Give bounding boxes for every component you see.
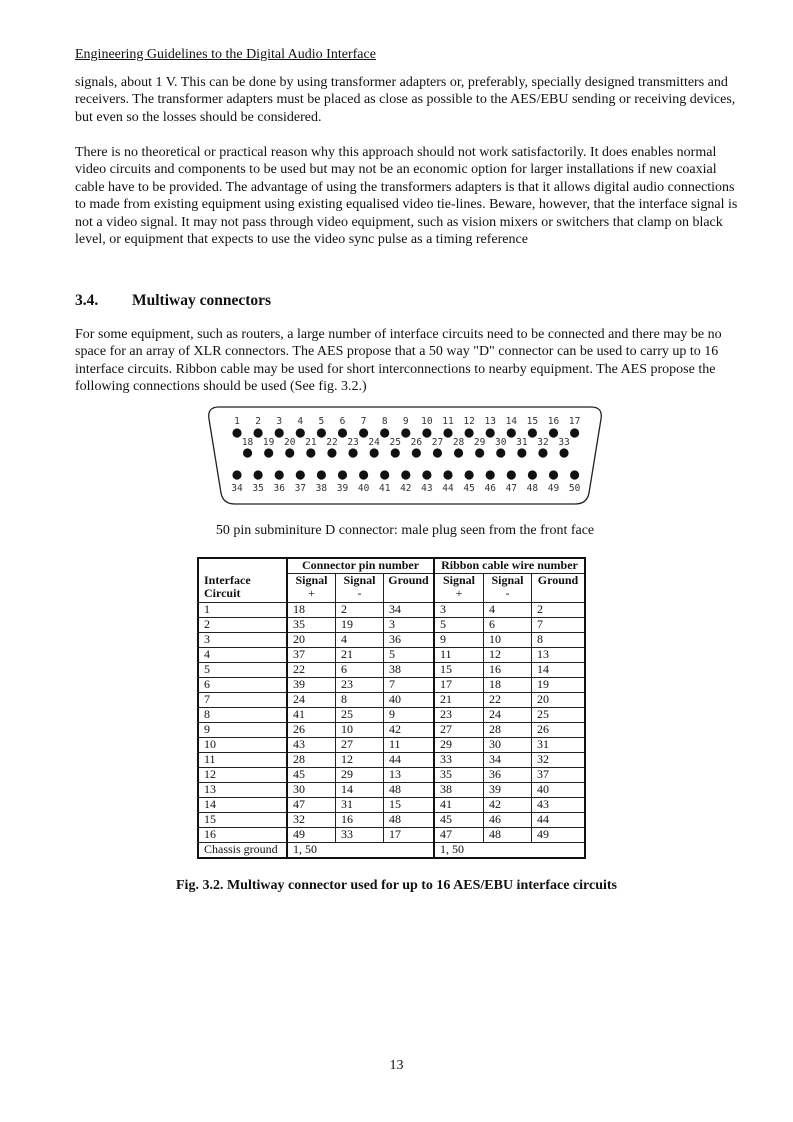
header-label: Ground [388,573,429,587]
pin-number-cell: 48 [484,827,532,842]
pin-dot [465,428,474,437]
pin-dot [401,428,410,437]
pin-number-cell: 17 [384,827,435,842]
pin-number-cell: 21 [434,692,484,707]
pin-number-cell: 3 [434,602,484,617]
pin-number-cell: 36 [384,632,435,647]
circuit-number-cell: 15 [198,812,287,827]
table-row [198,632,585,647]
pin-label: 24 [368,437,380,448]
pin-number-cell: 3 [384,617,435,632]
pin-dot [528,470,537,479]
pin-label: 16 [547,416,560,427]
pin-number-cell: 20 [287,632,336,647]
pin-dot [486,470,495,479]
pin-number-cell: 7 [532,617,586,632]
page-number: 13 [389,1058,404,1073]
pin-number-cell: 9 [434,632,484,647]
pin-label: 17 [568,416,581,427]
pin-number-cell: 38 [384,662,435,677]
table-row [198,707,585,722]
figure-caption: Fig. 3.2. Multiway connector used for up to 16 AES/EBU interface circuits [176,878,617,893]
pin-dot [412,448,421,457]
circuit-number-cell: 11 [198,752,287,767]
pin-number-cell: 17 [434,677,484,692]
pin-label: 25 [389,437,401,448]
header-label: Signal [491,573,524,587]
pin-label: 33 [558,437,570,448]
pin-number-cell: 12 [484,647,532,662]
pin-dot [296,428,305,437]
connector-caption: 50 pin subminiture D connector: male plug seen from the front face [215,523,595,538]
pin-number-cell: 2 [336,602,384,617]
pin-label: 12 [463,416,475,427]
pin-number-cell: 19 [336,617,384,632]
pin-number-cell: 39 [287,677,336,692]
pin-label: 13 [484,416,496,427]
pin-number-cell: 29 [336,767,384,782]
pin-dot [549,470,558,479]
pin-dot [370,448,379,457]
table-row [198,737,585,752]
chassis-ground-ribbon-wires: 1, 50 [434,842,585,858]
pin-dot [359,428,368,437]
pin-number-cell: 31 [532,737,586,752]
circuit-number-cell: 7 [198,692,287,707]
pin-label: 14 [505,416,518,427]
pin-number-cell: 23 [434,707,484,722]
header-ground [384,574,435,603]
pin-number-cell: 26 [287,722,336,737]
table-row [198,617,585,632]
table-row [198,752,585,767]
section-heading [75,292,271,310]
pin-dot [338,428,347,437]
pin-dot [391,448,400,457]
pin-number-cell: 49 [287,827,336,842]
header-signal-plus [434,574,484,603]
pin-dot [422,470,431,479]
pin-number-cell: 22 [287,662,336,677]
pin-number-cell: 18 [484,677,532,692]
pin-number-cell: 39 [484,782,532,797]
circuit-number-cell: 1 [198,602,287,617]
table-row [198,662,585,677]
circuit-number-cell: 4 [198,647,287,662]
pin-dot [570,470,579,479]
pin-number-cell: 12 [336,752,384,767]
pin-label: 19 [262,437,275,448]
pin-dot [232,428,241,437]
pin-number-cell: 43 [532,797,586,812]
paragraph-multiway-intro: For some equipment, such as routers, a large number of interface circuits need to be connected and there may be no space for an array of XLR connectors. The AES propose that a 50 way "D" connector can be used to carry up to 16 interface circuits. Ribbon cable may be used for short interconnections to nearby equipment. The AES propose the following connections should be used (See fig. 3.2.) [75,327,722,395]
circuit-number-cell: 2 [198,617,287,632]
pin-label: 18 [241,437,254,448]
pin-dot [285,448,294,457]
pin-assignment-table [197,557,586,859]
pin-number-cell: 30 [287,782,336,797]
pin-dot [570,428,579,437]
pin-number-cell: 37 [287,647,336,662]
pin-number-cell: 8 [336,692,384,707]
pin-dot [317,470,326,479]
pin-label: 39 [336,483,349,494]
circuit-number-cell: 6 [198,677,287,692]
pin-number-cell: 34 [484,752,532,767]
header-sign: + [455,586,463,600]
pin-label: 3 [276,416,283,427]
pin-label: 8 [381,416,388,427]
pin-number-cell: 27 [434,722,484,737]
chassis-ground-label: Chassis ground [198,842,287,858]
header-signal-minus [336,574,384,603]
section-number: 3.4. [75,292,99,309]
table-row [198,782,585,797]
pin-number-cell: 38 [434,782,484,797]
pin-number-cell: 35 [287,617,336,632]
pin-label: 28 [452,437,465,448]
pin-number-cell: 14 [336,782,384,797]
pin-number-cell: 33 [434,752,484,767]
table-row [198,767,585,782]
table-row [198,602,585,617]
pin-number-cell: 6 [336,662,384,677]
pin-number-cell: 4 [336,632,384,647]
pin-label: 36 [273,483,285,494]
table-row [198,677,585,692]
table-row [198,812,585,827]
pin-number-cell: 16 [336,812,384,827]
pin-number-cell: 47 [434,827,484,842]
pin-label: 5 [318,416,325,427]
pin-number-cell: 46 [484,812,532,827]
pin-label: 22 [326,437,338,448]
pin-label: 48 [526,483,539,494]
pin-number-cell: 23 [336,677,384,692]
pin-dot [306,448,315,457]
pin-dot [264,448,273,457]
pin-number-cell: 13 [532,647,586,662]
pin-number-cell: 47 [287,797,336,812]
pin-dot [549,428,558,437]
pin-dot [380,470,389,479]
header-interface-circuit: Interface Circuit [198,574,287,603]
pin-label: 31 [516,437,528,448]
pin-label: 41 [378,483,391,494]
pin-number-cell: 40 [384,692,435,707]
pin-number-cell: 16 [484,662,532,677]
pin-number-cell: 2 [532,602,586,617]
pin-dot [254,470,263,479]
pin-number-cell: 30 [484,737,532,752]
pin-dot [359,470,368,479]
pin-number-cell: 45 [287,767,336,782]
pin-dot [243,448,252,457]
header-label: Signal [295,573,328,587]
pin-number-cell: 22 [484,692,532,707]
header-ribbon-wire-number: Ribbon cable wire number [434,558,585,574]
circuit-number-cell: 13 [198,782,287,797]
header-blank [198,558,287,574]
pin-label: 42 [400,483,412,494]
pin-number-cell: 5 [384,647,435,662]
table-row [198,827,585,842]
chassis-ground-row [198,842,585,858]
running-head: Engineering Guidelines to the Digital Audio Interface [75,47,376,62]
pin-label: 11 [442,416,454,427]
pin-label: 34 [231,483,243,494]
circuit-number-cell: 12 [198,767,287,782]
pin-dot [507,470,516,479]
header-label: Ground [537,573,579,587]
pin-dot [317,428,326,437]
pin-dot [296,470,305,479]
pin-dot [443,470,452,479]
pin-number-cell: 18 [287,602,336,617]
pin-label: 2 [255,416,261,427]
paragraph-video-tie-lines: There is no theoretical or practical reason why this approach should not work satisfactorily. It does enables normal video circuits and components to be used but may not be an economic option for larger installations if new coaxial cable have to be provided. The advantage of using the transformers adapters is that it allows digital audio connections to made from existing equipment using existing equalised video tie-lines. Beware, however, that the interface signal is not a video signal. It may not pass through video equipment, such as vision mixers or switchers that clamp on black level, or equipment that expects to use the video sync pulse as a timing reference [75,145,738,248]
pin-dot [443,428,452,437]
pin-number-cell: 11 [384,737,435,752]
pin-label: 45 [463,483,475,494]
pin-label: 15 [526,416,539,427]
pin-number-cell: 49 [532,827,586,842]
pin-dot [475,448,484,457]
pin-number-cell: 40 [532,782,586,797]
d-connector-diagram [205,405,605,507]
circuit-number-cell: 10 [198,737,287,752]
table-row [198,647,585,662]
circuit-number-cell: 8 [198,707,287,722]
pin-dot [380,428,389,437]
pin-number-cell: 31 [336,797,384,812]
table-row [198,722,585,737]
pin-label: 23 [347,437,359,448]
pin-number-cell: 42 [484,797,532,812]
pin-number-cell: 25 [532,707,586,722]
pin-dot [422,428,431,437]
pin-number-cell: 15 [434,662,484,677]
pin-number-cell: 45 [434,812,484,827]
pin-number-cell: 24 [287,692,336,707]
header-sign: - [505,586,510,600]
pin-number-cell: 24 [484,707,532,722]
pin-dot [559,448,568,457]
pin-dot [433,448,442,457]
pin-label: 10 [421,416,433,427]
pin-dot [496,448,505,457]
pin-number-cell: 44 [532,812,586,827]
pin-number-cell: 21 [336,647,384,662]
pin-dot [348,448,357,457]
pin-number-cell: 14 [532,662,586,677]
pin-label: 49 [547,483,560,494]
pin-number-cell: 28 [484,722,532,737]
pin-number-cell: 10 [336,722,384,737]
pin-number-cell: 44 [384,752,435,767]
header-sign: + [308,586,315,600]
header-label: Signal [442,573,475,587]
circuit-number-cell: 16 [198,827,287,842]
pin-dot [254,428,263,437]
pin-dot [401,470,410,479]
pin-label: 7 [360,416,367,427]
pin-dot [454,448,463,457]
pin-number-cell: 19 [532,677,586,692]
pin-number-cell: 48 [384,782,435,797]
header-signal-minus [484,574,532,603]
pin-label: 29 [473,437,486,448]
paragraph-transformer-adapters: signals, about 1 V. This can be done by using transformer adapters or, preferably, specially designed transmitters and receivers. The transformer adapters must be placed as close as possible to the AES/EBU sending or receiving devices, but even so the losses should be considered. [75,75,736,125]
pin-number-cell: 41 [287,707,336,722]
pin-number-cell: 26 [532,722,586,737]
pin-label: 46 [484,483,496,494]
pin-number-cell: 29 [434,737,484,752]
chassis-ground-connector-pins: 1, 50 [287,842,434,858]
pin-number-cell: 20 [532,692,586,707]
pin-number-cell: 28 [287,752,336,767]
pin-label: 37 [294,483,307,494]
pin-dot [538,448,547,457]
pin-dot [338,470,347,479]
pin-number-cell: 15 [384,797,435,812]
pin-dot [517,448,526,457]
pin-number-cell: 35 [434,767,484,782]
pin-label: 38 [315,483,328,494]
pin-number-cell: 41 [434,797,484,812]
circuit-number-cell: 3 [198,632,287,647]
pin-label: 27 [431,437,444,448]
pin-label: 9 [402,416,409,427]
pin-label: 21 [305,437,317,448]
pin-number-cell: 37 [532,767,586,782]
pin-label: 20 [284,437,296,448]
pin-label: 47 [505,483,518,494]
header-label: Signal [343,573,376,587]
pin-dot [507,428,516,437]
pin-number-cell: 25 [336,707,384,722]
pin-dot [486,428,495,437]
pin-dot [232,470,241,479]
circuit-number-cell: 14 [198,797,287,812]
pin-number-cell: 6 [484,617,532,632]
circuit-number-cell: 9 [198,722,287,737]
pin-label: 6 [339,416,346,427]
header-ground [532,574,586,603]
pin-label: 44 [442,483,454,494]
circuit-number-cell: 5 [198,662,287,677]
pin-label: 4 [297,416,304,427]
table-row [198,692,585,707]
pin-number-cell: 36 [484,767,532,782]
pin-number-cell: 9 [384,707,435,722]
pin-dot [327,448,336,457]
pin-label: 35 [252,483,264,494]
header-sign: - [357,586,362,600]
pin-number-cell: 33 [336,827,384,842]
pin-number-cell: 8 [532,632,586,647]
pin-number-cell: 32 [532,752,586,767]
pin-label: 30 [495,437,507,448]
pin-number-cell: 5 [434,617,484,632]
table-row [198,797,585,812]
pin-number-cell: 13 [384,767,435,782]
pin-label: 1 [234,416,240,427]
pin-number-cell: 7 [384,677,435,692]
pin-number-cell: 43 [287,737,336,752]
pin-number-cell: 32 [287,812,336,827]
section-title: Multiway connectors [132,292,272,309]
pin-label: 40 [357,483,370,494]
header-connector-pin-number: Connector pin number [287,558,434,574]
pin-label: 26 [410,437,423,448]
pin-dot [275,428,284,437]
pin-number-cell: 10 [484,632,532,647]
pin-number-cell: 42 [384,722,435,737]
pin-label: 50 [568,483,581,494]
pin-number-cell: 34 [384,602,435,617]
pin-label: 43 [421,483,433,494]
pin-label: 32 [537,437,549,448]
header-signal-plus [287,574,336,603]
pin-number-cell: 27 [336,737,384,752]
pin-dot [465,470,474,479]
pin-number-cell: 11 [434,647,484,662]
pin-dot [528,428,537,437]
pin-number-cell: 4 [484,602,532,617]
pin-dot [275,470,284,479]
pin-number-cell: 48 [384,812,435,827]
